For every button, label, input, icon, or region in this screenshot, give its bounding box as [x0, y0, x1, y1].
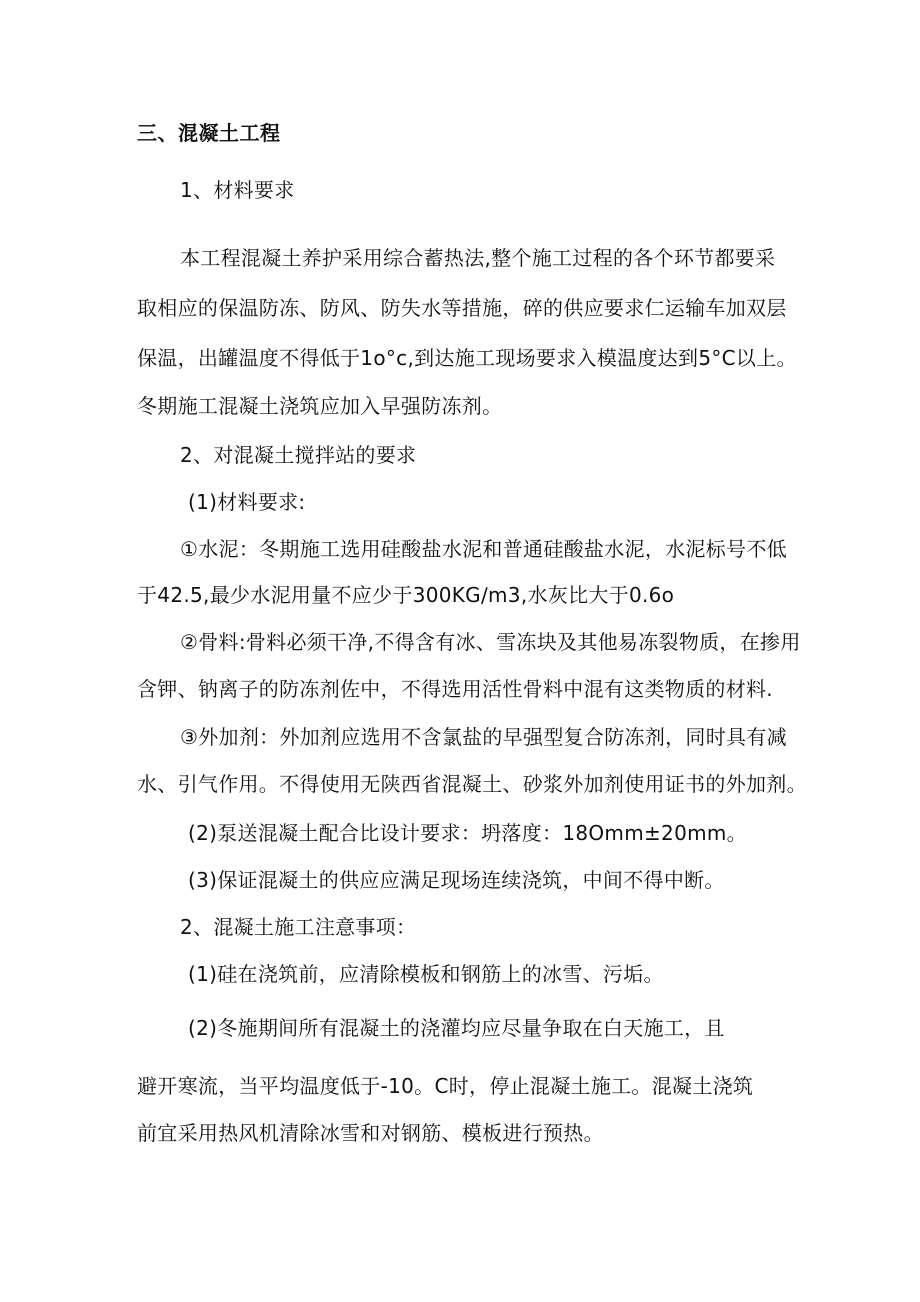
item-pump-mix-design: (2)泵送混凝土配合比设计要求：坍落度：18Omm±20mm。 — [188, 821, 747, 845]
section-title: 三、混凝土工程 — [137, 121, 281, 145]
paragraph-line: 保温，出罐温度不得低于1o°c,到达施工现场要求入模温度达到5°C以上。 — [137, 346, 797, 370]
aggregate-line: 含钾、钠离子的防冻剂佐中，不得选用活性骨料中混有这类物质的材料. — [137, 677, 773, 701]
note-line: 避开寒流，当平均温度低于-10。C时，停止混凝土施工。混凝土浇筑 — [137, 1074, 754, 1098]
note-line: 前宜采用热风机清除冰雪和对钢筋、模板进行预热。 — [137, 1121, 604, 1145]
paragraph-line: 本工程混凝土养护采用综合蓄热法,整个施工过程的各个环节都要采 — [180, 246, 776, 270]
item-continuous-supply: (3)保证混凝土的供应应满足现场连续浇筑，中间不得中断。 — [188, 868, 725, 892]
paragraph-line: 取相应的保温防冻、防风、防失水等措施，碎的供应要求仁运输车加双层 — [137, 296, 787, 320]
item-materials-requirements: (1)材料要求: — [188, 490, 306, 514]
subsection-materials-requirements: 1、材料要求 — [180, 178, 295, 202]
aggregate-line: ②骨料:骨料必须干净,不得含有冰、雪冻块及其他易冻裂物质，在掺用 — [180, 630, 801, 654]
admixture-line: 水、引气作用。不得使用无陕西省混凝土、砂浆外加剂使用证书的外加剂。 — [137, 772, 807, 796]
paragraph-line: 冬期施工混凝土浇筑应加入早强防冻剂。 — [137, 394, 503, 418]
cement-line: ①水泥：冬期施工选用硅酸盐水泥和普通硅酸盐水泥，水泥标号不低 — [180, 537, 787, 561]
note-line: (1)硅在浇筑前，应清除模板和钢筋上的冰雪、污垢。 — [188, 962, 664, 986]
cement-line: 于42.5,最少水泥用量不应少于300KG∕m3,水灰比大于0.6o — [137, 583, 675, 607]
admixture-line: ③外加剂：外加剂应选用不含氯盐的早强型复合防冻剂，同时具有减 — [180, 725, 787, 749]
note-line: (2)冬施期间所有混凝土的浇灌均应尽量争取在白天施工，且 — [188, 1016, 725, 1040]
subsection-construction-notes: 2、混凝土施工注意事项： — [180, 915, 417, 939]
subsection-mixing-station: 2、对混凝土搅拌站的要求 — [180, 443, 417, 467]
